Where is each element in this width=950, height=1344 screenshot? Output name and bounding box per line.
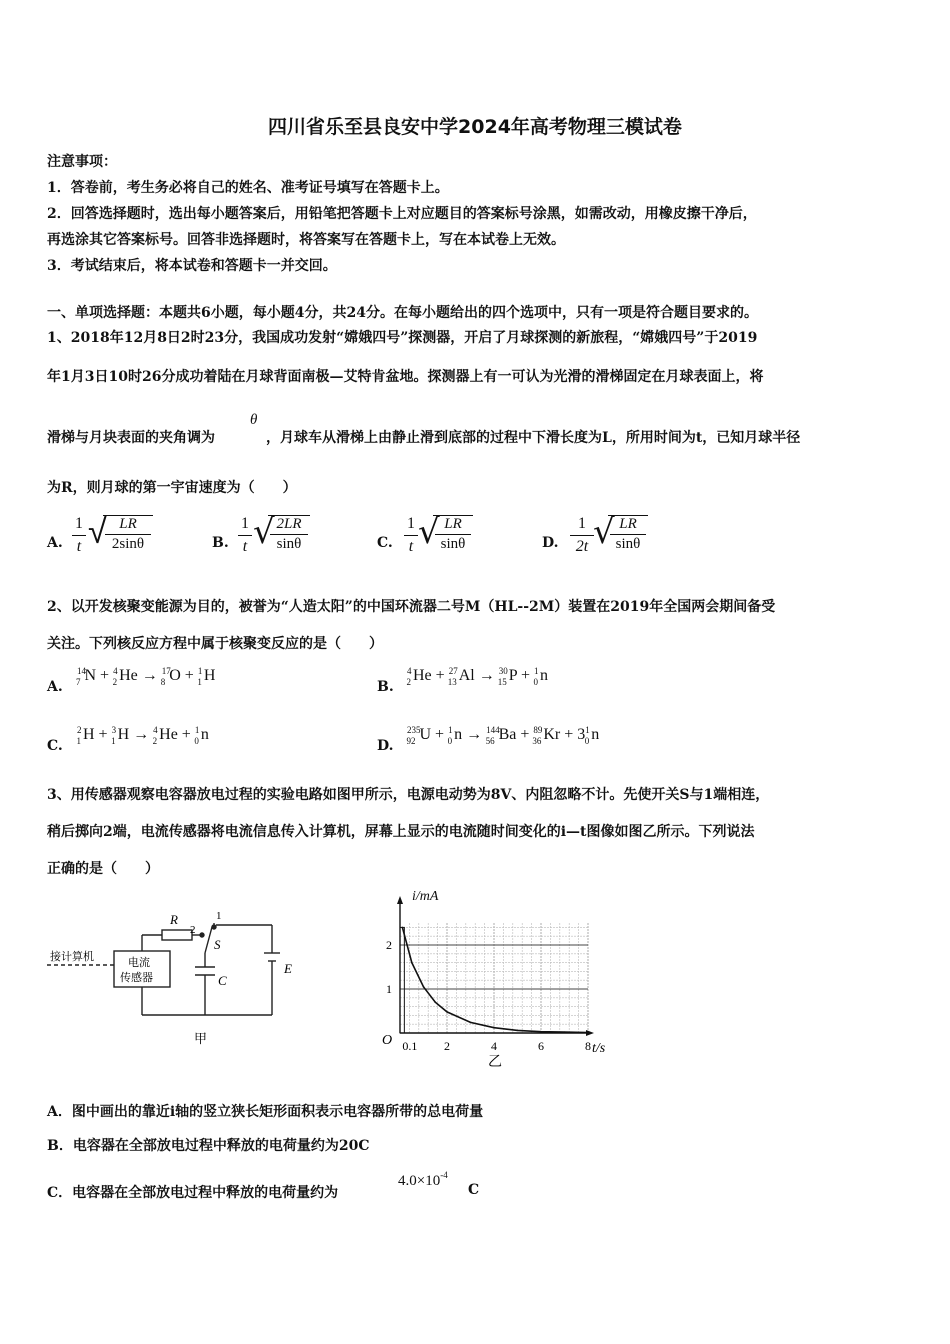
q3-line: 3、用传感器观察电容器放电过程的实验电路如图甲所示，电源电动势为8V、内阻忽略不计。先使开关S与1端相连， [47,787,770,803]
option-label: D. [542,535,559,551]
fraction: 1 2t [570,515,594,556]
notice-item: 再选涂其它答案标号。回答非选择题时，将答案写在答题卡上，写在本试卷上无效。 [47,232,565,248]
q1-line: ，月球车从滑梯上由静止滑到底部的过程中下滑长度为L，所用时间为t，已知月球半径 [266,430,801,446]
q2-line: 关注。下列核反应方程中属于核聚变反应的是（ ） [47,636,383,652]
option-label: C. [377,535,393,551]
radicand: LR sinθ [433,515,473,553]
theta-symbol: θ [250,412,258,428]
origin-label: O [382,1033,393,1048]
notice-heading: 注意事项： [47,154,117,170]
resistor-label: R [170,912,178,927]
computer-label: 接计算机 [50,951,94,963]
x-tick-label: 2 [444,1039,450,1053]
resistor [162,930,192,940]
sensor-label: 传感器 [120,972,153,984]
q1-line: 为R，则月球的第一宇宙速度为（ ） [47,480,297,496]
notice-item: 1．答卷前，考生务必将自己的姓名、准考证号填写在答题卡上。 [47,180,449,196]
notice-item: 3．考试结束后，将本试卷和答题卡一并交回。 [47,258,337,274]
y-axis-title: i/mA [412,889,439,904]
sqrt-icon: √ [88,512,107,552]
data-point [540,1031,542,1033]
nuclear-equation: $^{235}_{92}$ U + $^1_0$ n → $^{144}_{56}$ Ba + $^{89}_{36}$ $Kr + 3^1_0$ n [406,725,600,746]
section-heading: 一、单项选择题：本题共6小题，每小题4分，共24分。在每小题给出的四个选项中，只有一项是符合题目要求的。 [47,305,758,321]
data-point [564,1031,566,1033]
page-title: 四川省乐至县良安中学2024年高考物理三模试卷 [268,116,682,138]
data-point [423,986,425,988]
it-graph [378,888,628,1070]
fraction: 1 t [238,515,252,556]
q3-option-b[interactable]: B．电容器在全部放电过程中释放的电荷量约为20C [47,1138,370,1154]
fraction: 1 t [72,515,86,556]
option-label: C. [47,738,63,754]
fraction: 1 t [404,515,418,556]
charge-unit: C [468,1182,480,1198]
q3-line: 正确的是（ ） [47,861,159,877]
x-tick-label: 4 [491,1039,497,1053]
nuclear-equation: $^4_2$ He + $^{27}_{13}$ Al → $^{30}_{15}$ P + $^1_0$ n [406,666,549,687]
battery-label: E [284,961,292,976]
notice-item: 2．回答选择题时，选出每小题答案后，用铅笔把答题卡上对应题目的答案标号涂黑，如需改动，用橡皮擦干净后， [47,206,757,222]
switch-lever [205,927,212,953]
circuit-diagram [42,905,312,1055]
terminal-2-label: 2 [190,924,196,936]
data-point [446,1011,448,1013]
nuclear-equation: $^2_1$ H + $^3_1$ H → $^4_2$ He + $^1_0$ n [76,725,209,746]
option-label: B. [212,535,229,551]
q3-option-a[interactable]: A．图中画出的靠近i轴的竖立狭长矩形面积表示电容器所带的总电荷量 [47,1104,484,1120]
data-point [434,1001,436,1003]
q1-line: 滑梯与月块表面的夹角调为 [47,430,215,446]
radicand: LR 2sinθ [103,515,153,553]
y-tick-label: 1 [386,982,392,996]
terminal-1-label: 1 [216,910,222,922]
data-point [587,1032,589,1034]
radicand: 2LR sinθ [268,515,310,553]
option-label: A. [47,679,63,695]
data-point [411,962,413,964]
q3-option-c-text: C．电容器在全部放电过程中释放的电荷量约为 [47,1185,339,1201]
x-tick-label: 0.1 [402,1039,418,1053]
grid [400,923,588,1033]
caption-yi: 乙 [488,1055,502,1070]
sqrt-icon: √ [593,512,615,552]
caption-jia: 甲 [194,1031,208,1046]
nuclear-equation: $^{14}_7$ N + $^4_2$ He → $^{17}_8$ O + $^1_1$ H [76,666,216,687]
q2-line: 2、以开发核聚变能源为目的，被誉为“人造太阳”的中国环流器二号M（HL--2M）装置在2019年全国两会期间备受 [47,599,776,615]
capacitor-label: C [218,973,227,988]
sqrt-icon: √ [253,512,275,552]
y-tick-label: 2 [386,938,392,952]
switch-label: S [214,937,221,952]
sqrt-icon: √ [418,512,440,552]
q1-line: 年1月3日10时26分成功着陆在月球背面南极—艾特肯盆地。探测器上有一可认为光滑的滑梯固定在月球表面上，将 [47,369,764,385]
option-label: B. [377,679,394,695]
x-tick-label: 6 [538,1039,544,1053]
data-point [402,927,404,929]
option-label: A. [47,535,63,551]
sensor-label: 电流 [128,957,150,969]
y-axis-arrow-icon [397,896,403,904]
radicand: LR sinθ [608,515,648,553]
q1-line: 1、2018年12月8日2时23分，我国成功发射“嫦娥四号”探测器，开启了月球探测的新旅程，“嫦娥四号”于2019 [47,330,758,346]
data-point [493,1027,495,1029]
option-label: D. [377,738,394,754]
q3-line: 稍后掷向2端，电流传感器将电流信息传入计算机，屏幕上显示的电流随时间变化的i—t图像如图乙所示。下列说法 [47,824,755,840]
data-point [470,1022,472,1024]
x-axis-label: t/s [592,1041,606,1056]
data-point [517,1030,519,1032]
x-tick-label: 8 [585,1039,591,1053]
charge-value: $4.0\times 10^{-4}$ [398,1170,448,1189]
